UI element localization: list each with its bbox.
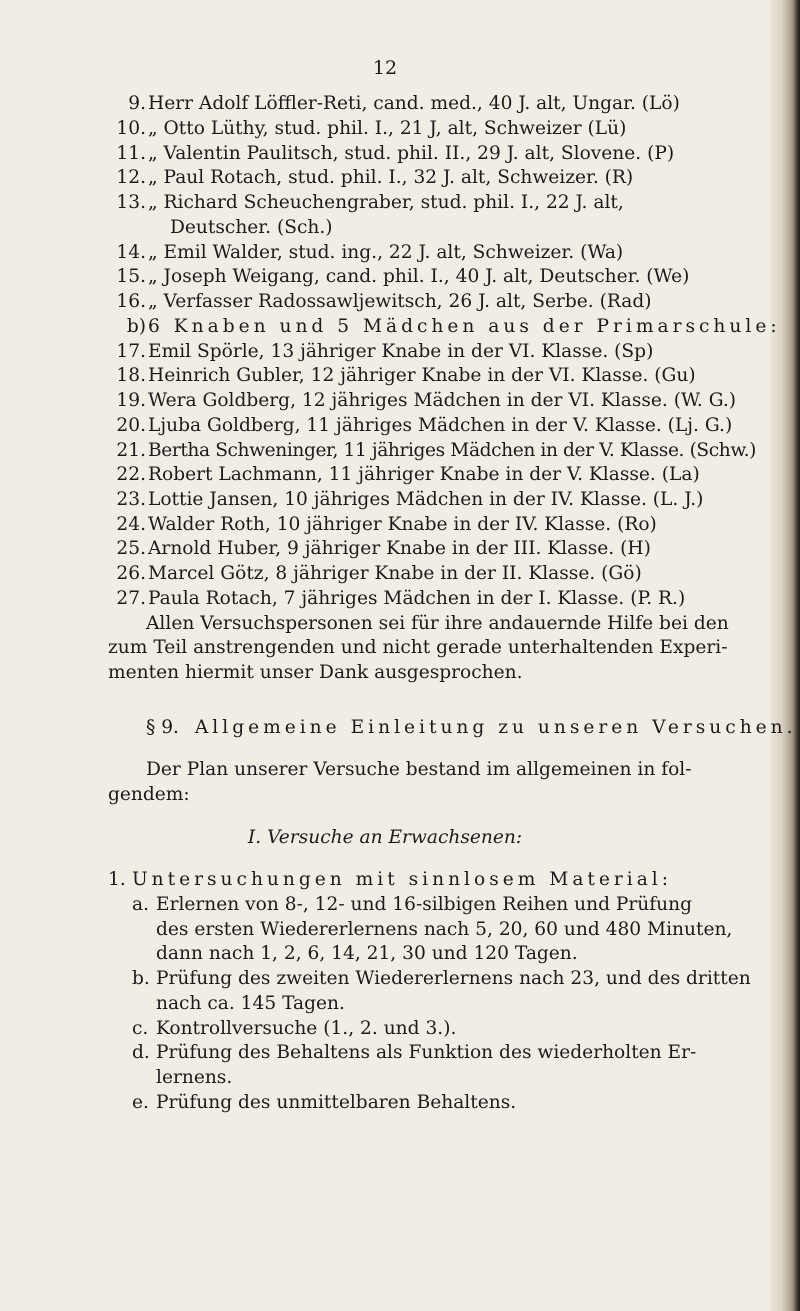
- item-number: 22.: [116, 464, 146, 485]
- subitem-line: Prüfung des unmittelbaren Behaltens.: [156, 1092, 517, 1113]
- page-number: 12: [372, 57, 398, 79]
- thanks-line: menten hiermit unser Dank ausgesprochen.: [108, 662, 523, 683]
- item-number: 16.: [116, 291, 146, 312]
- item-number: 10.: [116, 118, 146, 139]
- item-number: 11.: [116, 143, 146, 164]
- section-title: Allgemeine Einleitung zu unseren Versuchen.: [194, 717, 797, 738]
- subitem-line: Prüfung des Behaltens als Funktion des wiederholten Er-: [156, 1042, 697, 1063]
- item-number: 12.: [116, 167, 146, 188]
- item-text: Wera Goldberg, 12 jähriges Mädchen in der VI. Klasse. (W. G.): [148, 390, 737, 411]
- thanks-line: Allen Versuchspersonen sei für ihre andauernde Hilfe bei den: [146, 613, 729, 634]
- item-text: Paula Rotach, 7 jähriges Mädchen in der I. Klasse. (P. R.): [148, 588, 686, 609]
- subitem-label: e.: [132, 1092, 149, 1113]
- subitem-line: dann nach 1, 2, 6, 14, 21, 30 und 120 Tagen.: [156, 943, 578, 964]
- subitem-line: Kontrollversuche (1., 2. und 3.).: [156, 1018, 457, 1039]
- item-number: 21.: [116, 440, 146, 461]
- subitem-line: nach ca. 145 Tagen.: [156, 993, 345, 1014]
- item-number: 20.: [116, 415, 146, 436]
- item-text: Heinrich Gubler, 12 jähriger Knabe in der VI. Klasse. (Gu): [148, 365, 696, 386]
- subheading: I. Versuche an Erwachsenen:: [247, 827, 523, 848]
- plan-line: gendem:: [108, 784, 190, 805]
- item-title: Untersuchungen mit sinnlosem Material:: [132, 869, 673, 890]
- item-number: 27.: [116, 588, 146, 609]
- item-text: „ Richard Scheuchengraber, stud. phil. I., 22 J. alt,: [148, 192, 624, 213]
- section-b-label: b): [126, 316, 146, 337]
- subitem-line: lernens.: [156, 1067, 233, 1088]
- section-number: § 9.: [146, 717, 179, 738]
- page-edge-shadow: [770, 0, 800, 1311]
- item-text: Lottie Jansen, 10 jähriges Mädchen in der IV. Klasse. (L. J.): [148, 489, 704, 510]
- item-number: 13.: [116, 192, 146, 213]
- item-number: 23.: [116, 489, 146, 510]
- item-text: „ Emil Walder, stud. ing., 22 J. alt, Schweizer. (Wa): [148, 242, 624, 263]
- section-heading: [146, 716, 797, 741]
- item-text: Bertha Schweninger, 11 jähriges Mädchen in der V. Klasse. (Schw.): [148, 440, 757, 461]
- item-number: 9.: [128, 93, 146, 114]
- item-text: Robert Lachmann, 11 jähriger Knabe in der V. Klasse. (La): [148, 464, 700, 485]
- item-number: 15.: [116, 266, 146, 287]
- thanks-line: zum Teil anstrengenden und nicht gerade unterhaltenden Experi-: [108, 637, 728, 658]
- subitem-label: b.: [132, 968, 150, 989]
- item-text: „ Joseph Weigang, cand. phil. I., 40 J. alt, Deutscher. (We): [148, 266, 690, 287]
- item-number: 19.: [116, 390, 146, 411]
- item-text: „ Otto Lüthy, stud. phil. I., 21 J, alt, Schweizer (Lü): [148, 118, 627, 139]
- item-number: 1.: [108, 869, 126, 890]
- item-text: „ Valentin Paulitsch, stud. phil. II., 29 J. alt, Slovene. (P): [148, 143, 675, 164]
- item-number: 26.: [116, 563, 146, 584]
- item-text: Herr Adolf Löffler-Reti, cand. med., 40 J. alt, Ungar. (Lö): [148, 93, 680, 114]
- item-text: Emil Spörle, 13 jähriger Knabe in der VI. Klasse. (Sp): [148, 341, 654, 362]
- item-text: Walder Roth, 10 jähriger Knabe in der IV. Klasse. (Ro): [148, 514, 657, 535]
- subitem-line: des ersten Wiedererlernens nach 5, 20, 60 und 480 Minuten,: [156, 919, 733, 940]
- subitem-line: Erlernen von 8-, 12- und 16-silbigen Reihen und Prüfung: [156, 894, 693, 915]
- item-number: 25.: [116, 538, 146, 559]
- item-text: „ Verfasser Radossawljewitsch, 26 J. alt, Serbe. (Rad): [148, 291, 652, 312]
- item-text: „ Paul Rotach, stud. phil. I., 32 J. alt, Schweizer. (R): [148, 167, 634, 188]
- item-number: 14.: [116, 242, 146, 263]
- subitem-label: c.: [132, 1018, 149, 1039]
- subitem-line: Prüfung des zweiten Wiedererlernens nach 23, und des dritten: [156, 968, 751, 989]
- item-number: 17.: [116, 341, 146, 362]
- item-text: Marcel Götz, 8 jähriger Knabe in der II. Klasse. (Gö): [148, 563, 642, 584]
- plan-line: Der Plan unserer Versuche bestand im allgemeinen in fol-: [146, 759, 692, 780]
- item-number: 24.: [116, 514, 146, 535]
- subitem-label: a.: [132, 894, 149, 915]
- item-text: Arnold Huber, 9 jähriger Knabe in der III. Klasse. (H): [148, 538, 651, 559]
- item-number: 18.: [116, 365, 146, 386]
- item-text-continuation: Deutscher. (Sch.): [170, 217, 333, 238]
- section-b-title: 6 Knaben und 5 Mädchen aus der Primarschule:: [148, 316, 781, 337]
- subitem-label: d.: [132, 1042, 150, 1063]
- item-text: Ljuba Goldberg, 11 jähriges Mädchen in der V. Klasse. (Lj. G.): [148, 415, 733, 436]
